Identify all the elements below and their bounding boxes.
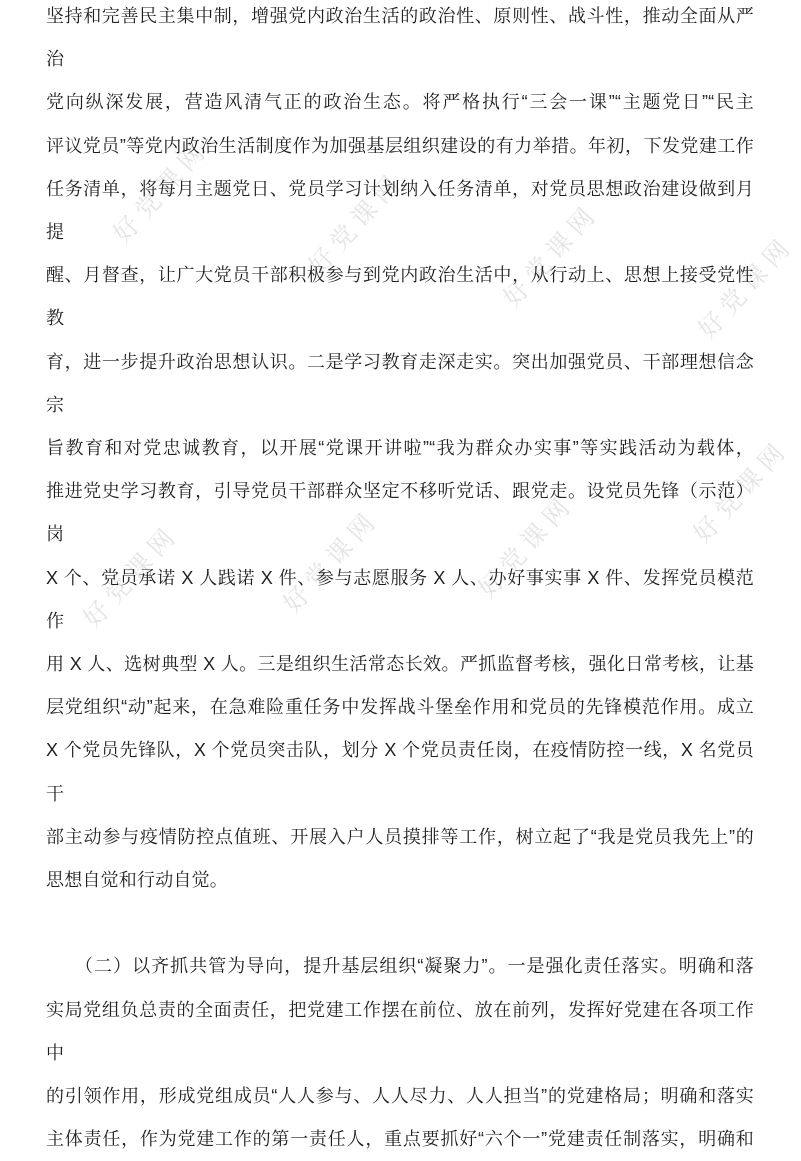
paragraph: [46, 945, 754, 1161]
text-line: 旨教育和对党忠诚教育，以开展“党课开讲啦”“我为群众办实事”等实践活动为载体，: [46, 438, 754, 459]
text-line: 层党组织“动”起来，在急难险重任务中发挥战斗堡垒作用和党员的先锋模范作用。成立: [46, 697, 754, 718]
text-line: 育，进一步提升政治思想认识。二是学习教育走深走实。突出加强党员、干部理想信念宗: [46, 351, 754, 415]
watermark-text: 好党课网: [498, 198, 605, 313]
text-line: 醒、月督查，让广大党员干部积极参与到党内政治生活中，从行动上、思想上接受党性教: [46, 265, 754, 329]
watermark-text: 好党课网: [78, 519, 185, 634]
text-line: （二）以齐抓共管为导向，提升基层组织“凝聚力”。一是强化责任落实。明确和落: [46, 956, 754, 977]
text-line: X 个党员先锋队，X 个党员突击队，划分 X 个党员责任岗，在疫情防控一线，X 名党员干: [46, 740, 754, 804]
text-line: 推进党史学习教育，引导党员干部群众坚定不移听党话、跟党走。设党员先锋（示范）岗: [46, 481, 754, 545]
text-line: 党向纵深发展，营造风清气正的政治生态。将严格执行“三会一课”“主题党日”“民主: [46, 92, 754, 113]
watermark-text: 好党课网: [303, 166, 410, 281]
watermark-text: 好党课网: [688, 434, 795, 549]
text-line: 实局党组负总责的全面责任，把党建工作摆在前位、放在前列，发挥好党建在各项工作中: [46, 999, 754, 1063]
watermark-text: 好党课网: [473, 489, 580, 604]
text-line: 任务清单，将每月主题党日、党员学习计划纳入任务清单，对党员思想政治建设做到月提: [46, 178, 754, 243]
text-line: 思想自觉和行动自觉。: [46, 870, 228, 891]
document-body: [46, 0, 754, 1161]
text-line: 部主动参与疫情防控点值班、开展入户人员摸排等工作，树立起了“我是党员我先上”的: [46, 826, 754, 847]
text-line: 坚持和完善民主集中制，增强党内政治生活的政治性、原则性、战斗性，推动全面从严治: [46, 6, 754, 70]
text-line: 评议党员”等党内政治生活制度作为加强基层组织建设的有力举措。年初，下发党建工作: [46, 135, 754, 156]
watermark-text: 好党课网: [278, 504, 385, 619]
text-line: 的引领作用，形成党组成员“人人参与、人人尽力、人人担当”的党建格局；明确和落实: [46, 1086, 754, 1107]
paragraph: [46, 0, 754, 902]
text-line: X 个、党员承诺 X 人践诺 X 件、参与志愿服务 X 人、办好事实事 X 件、发挥党员模范作: [46, 567, 754, 631]
watermark-text: 好党课网: [693, 230, 800, 345]
text-line: 用 X 人、选树典型 X 人。三是组织生活常态长效。严抓监督考核，强化日常考核，让基: [46, 654, 754, 675]
watermark-text: 好党课网: [108, 134, 215, 249]
text-line: 主体责任，作为党建工作的第一责任人，重点要抓好“六个一”党建责任制落实，明确和: [46, 1129, 754, 1150]
